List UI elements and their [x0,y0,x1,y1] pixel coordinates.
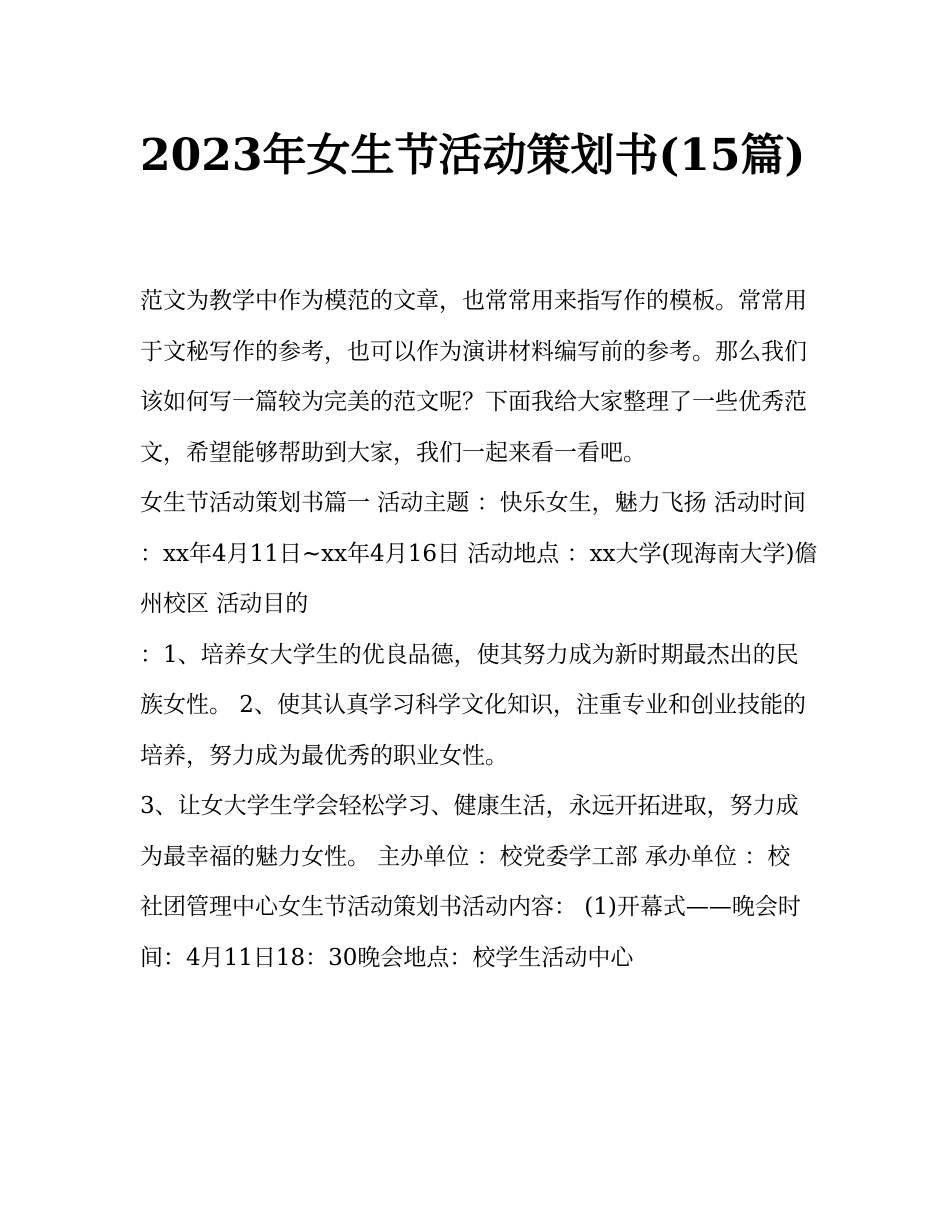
paragraph-intro: 范文为教学中作为模范的文章，也常常用来指写作的模板。常常用于文秘写作的参考，也可以作为演讲材料编写前的参考。那么我们该如何写一篇较为完美的范文呢？下面我给大家整理了一些优秀范文，希望能够帮助到大家，我们一起来看一看吧。 [140,288,807,466]
paragraph-content: 社团管理中心女生节活动策划书活动内容： (1)开幕式——晚会时间：4月11日18：30晚会地点：校学生活动中心 [140,894,801,971]
paragraph-organizers: 3、让女大学生学会轻松学习、健康生活，永远开拓进取，努力成为最幸福的魅力女性。 主办单位 ：校党委学工部 承办单位 ：校 [140,793,799,870]
document-body [140,276,818,983]
paragraph-objectives: ：1、培养女大学生的优良品德，使其努力成为新时期最杰出的民族女性。 2、使其认真学习科学文化知识，注重专业和创业技能的培养，努力成为最优秀的职业女性。 [140,641,806,769]
document-title: 2023年女生节活动策划书(15篇) [140,130,806,181]
paragraph-activity-info: 女生节活动策划书篇一 活动主题 ：快乐女生，魅力飞扬 活动时间 ：xx年4月11日~xx年4月16日 活动地点 ：xx大学(现海南大学)儋州校区 活动目的 [140,490,818,617]
